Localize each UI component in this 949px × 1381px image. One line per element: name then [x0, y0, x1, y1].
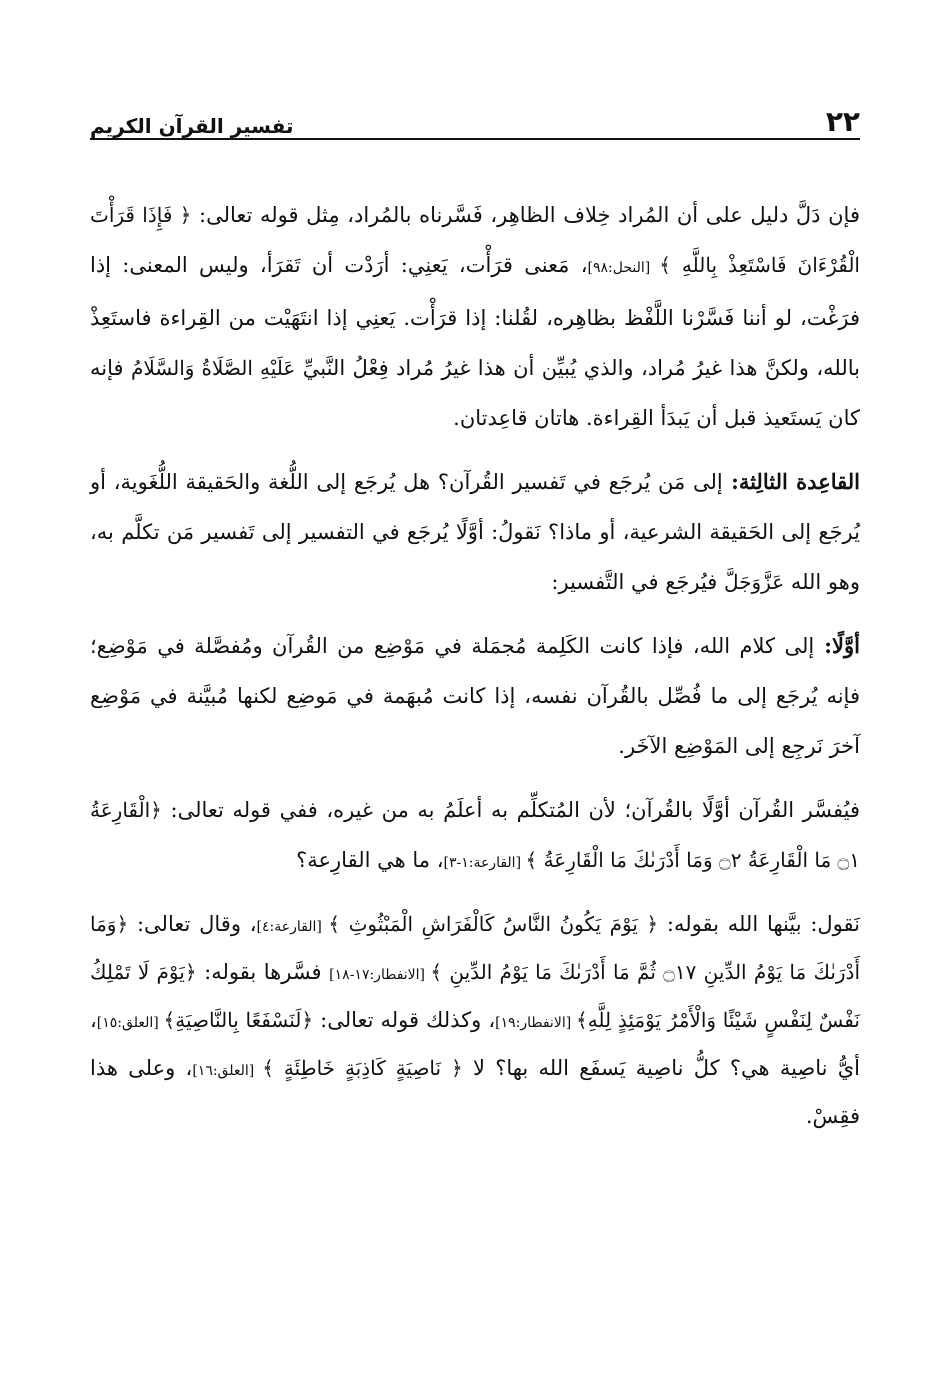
section-lead: القاعِدة الثالِثة: — [722, 469, 860, 494]
paragraph-text: ، ما هي القارِعة؟ — [296, 848, 444, 872]
quran-verse: ﴿يَوْمَ لَا تَمْلِكُ نَفْسٌ لِنَفْسٍ شَيْئًا وَالْأَمْرُ يَوْمَئِذٍ لِلَّهِ﴾ — [90, 960, 860, 1032]
verse-reference: [النحل:٩٨] — [587, 260, 660, 276]
quran-verse: ﴿ يَوْمَ يَكُونُ النَّاسُ كَالْفَرَاشِ الْمَبْثُوثِ ﴾ — [328, 912, 659, 936]
paragraph — [90, 785, 860, 888]
quran-verse: ﴿لَنَسْفَعًا بِالنَّاصِيَةِ﴾ — [163, 1008, 314, 1032]
page-number: ٢٢ — [825, 105, 860, 138]
paragraph-text: فإن دَلَّ دليل على أن المُراد خِلاف الظاهِر، فَسَّرناه بالمُراد، مِثل قوله تعالى: — [191, 203, 860, 227]
paragraph-text: ، وكذلك قوله تعالى: — [313, 1008, 496, 1032]
paragraph-text: ، أيُّ ناصِية هي؟ كلُّ ناصِية يَسفَع الله بها؟ لا — [90, 1008, 860, 1080]
paragraph-text: فيُفسَّر القُرآن أوَّلًا بالقُرآن؛ لأن المُتكلِّم به أعلَمُ به من غيره، ففي قوله تعالى: — [161, 798, 860, 822]
section-lead: أوَّلًا: — [814, 633, 861, 658]
verse-reference: [الانفطار:١٩] — [495, 1015, 576, 1031]
quran-verse: ﴿وَمَا أَدْرَىٰكَ مَا يَوْمُ الدِّينِ ۝١٧ ثُمَّ مَا أَدْرَىٰكَ مَا يَوْمُ الدِّينِ ﴾ — [90, 912, 861, 984]
body-text — [90, 190, 860, 1139]
paragraph-text: فسَّرها بقوله: — [196, 960, 330, 984]
quran-verse: عَزَّوَجَلَّ — [724, 570, 785, 594]
verse-reference: [القارعة:١-٣] — [443, 855, 526, 871]
quran-verse: ﴿الْقَارِعَةُ ۝١ مَا الْقَارِعَةُ ۝٢ وَمَا أَدْرَىٰكَ مَا الْقَارِعَةُ ﴾ — [90, 798, 860, 872]
verse-reference: [القارعة:٤] — [256, 919, 329, 935]
paragraph — [90, 190, 860, 443]
paragraph-text: إلى كلام الله، فإذا كانت الكَلِمة مُجمَلة في مَوْضِع من القُرآن ومُفصَّلة في مَوْضِع؛ فإنه يُرجَع إلى ما فُصِّل بالقُرآن نفسه، إذا كانت مُبهَمة في مَوضِع لكنها مُبيَّنة في مَوْضِع آخرَ نَرجِع إلى المَوْضِع الآخَر. — [90, 634, 860, 758]
verse-reference: [العلق:١٥] — [96, 1015, 164, 1031]
paragraph-text: ، مَعنى قرَأْت، يَعنِي: أرَدْت أن تَقرَأ، وليس المعنى: إذا فرَغْت، لو أننا فَسَّرْنا اللَّفْظ بظاهِره، لقُلنا: إذا قرَأْت. يَعنِي إذا انتَهَيْت من القِراءة فاستَعِذْ بالله، ولكنَّ هذا غيرُ مُراد، والذي يُبيِّن أن هذا غيرُ مُراد فِعْلُ النَّبيِّ — [90, 253, 860, 380]
paragraph-text: ، وقال تعالى: — [128, 912, 257, 936]
book-title: تفسير القرآن الكريم — [90, 114, 294, 138]
paragraph-text: إلى مَن يُرجَع في تَفسير القُرآن؟ هل يُرجَع إلى اللُّغة والحَقيقة اللُّغَوية، أو يُرجَع إلى الحَقيقة الشرعية، أو ماذا؟ نَقولُ: أوَّلًا يُرجَع في التفسير إلى تَفسير مَن تكلَّم به، وهو الله — [90, 470, 860, 594]
verse-reference: [الانفطار:١٧-١٨] — [329, 967, 431, 983]
quran-verse: ﴿ نَاصِيَةٍ كَاذِبَةٍ خَاطِئَةٍ ﴾ — [262, 1056, 463, 1080]
book-page — [90, 96, 860, 1139]
running-header — [90, 96, 860, 140]
paragraph — [90, 457, 860, 607]
paragraph-text: ، وعلى هذا فقِسْ. — [90, 1056, 860, 1128]
paragraph — [90, 621, 860, 771]
verse-reference: [العلق:١٦] — [192, 1063, 263, 1079]
quran-verse: ﴿ فَإِذَا قَرَأْتَ الْقُرْءَانَ فَاسْتَعِذْ بِاللَّهِ ﴾ — [90, 203, 860, 277]
paragraph-text: فإنه كان يَستَعيذ قبل أن يَبدَأ القِراءة. هاتان قاعِدتان. — [90, 356, 860, 430]
paragraph-text: نَقول: بيَّنها الله بقوله: — [658, 912, 860, 936]
paragraph — [90, 902, 860, 1139]
quran-verse: عَلَيْهِ الصَّلَاةُ وَالسَّلَامُ — [130, 356, 296, 380]
paragraph-text: فيُرجَع في التَّفسير: — [551, 570, 724, 594]
